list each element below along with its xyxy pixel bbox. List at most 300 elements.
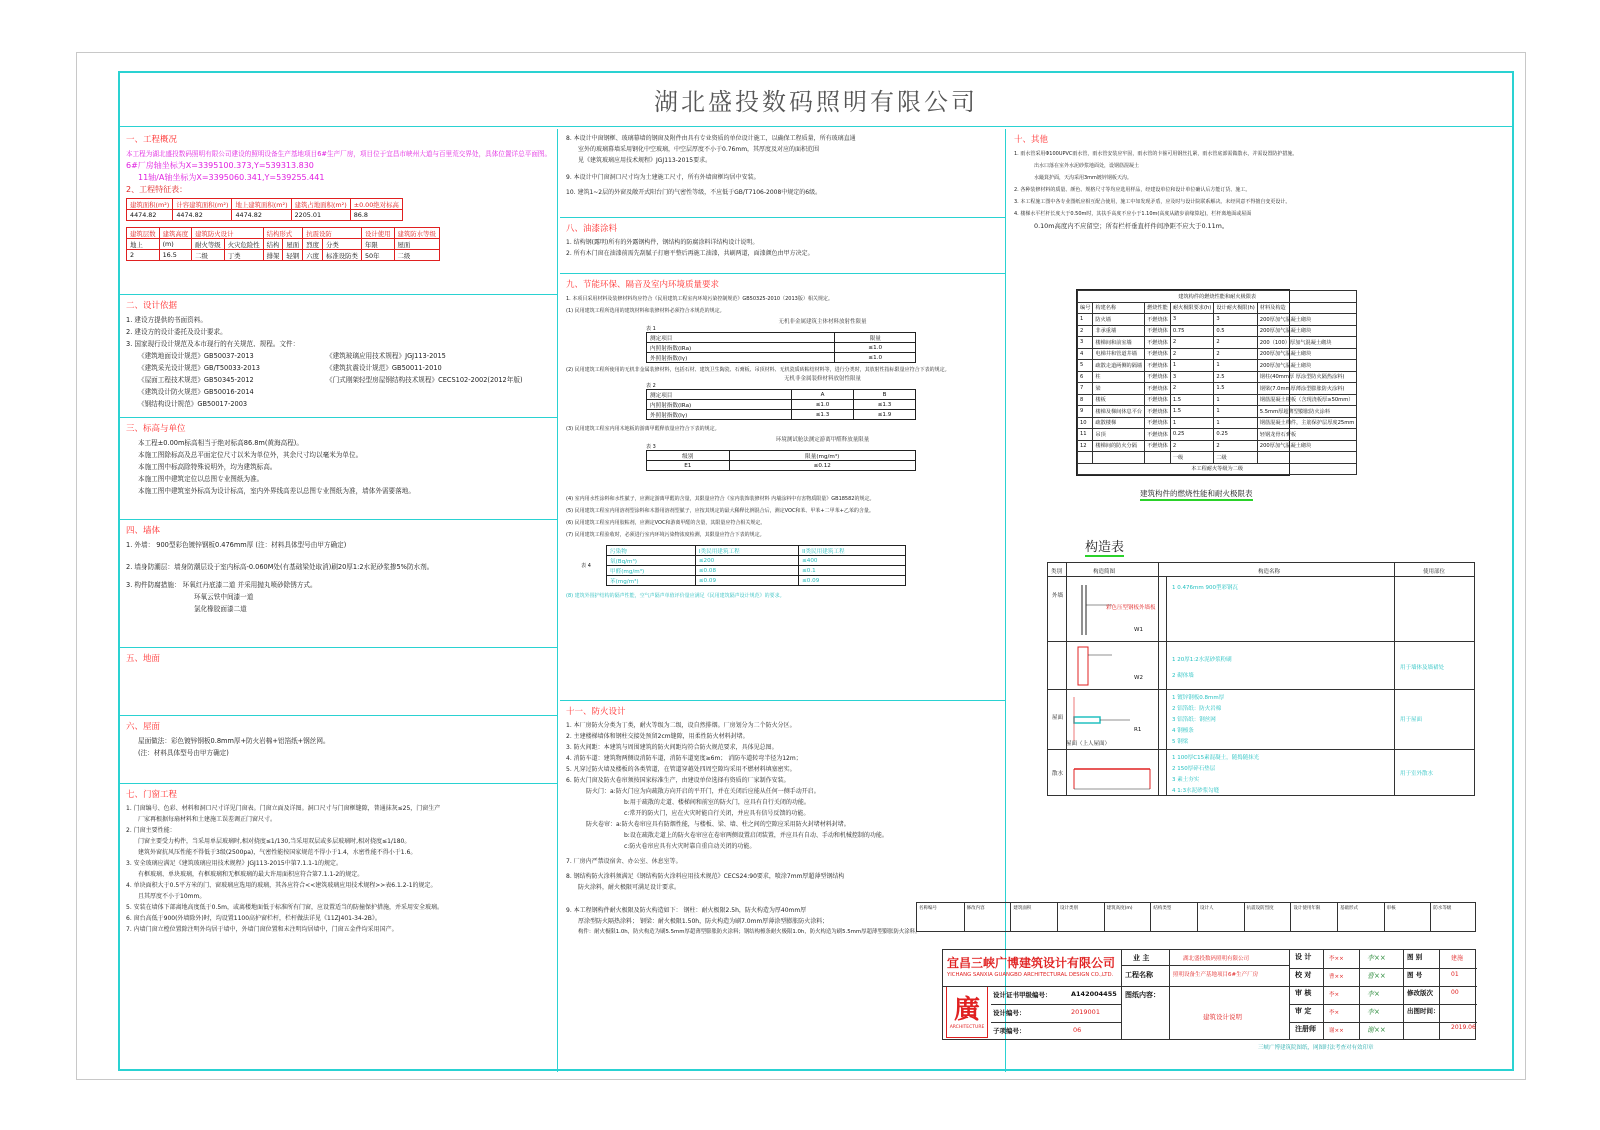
struct-item: 2 150厚碎石垫层 bbox=[1172, 766, 1216, 772]
cert-label: 设计证书甲级编号： bbox=[993, 991, 1052, 999]
roof-line: (注：材料具体型号由甲方确定) bbox=[138, 749, 229, 757]
table-caption: 无机非金属装修材料放射性限量 bbox=[783, 376, 861, 382]
struct-head: 构造简图 bbox=[1093, 569, 1116, 575]
table-cell: 不燃烧体 bbox=[1145, 383, 1171, 395]
table-cell: 200厚加气混凝土砌块 bbox=[1257, 440, 1357, 452]
table-cell: 11 bbox=[1078, 429, 1093, 441]
section-doors-cont bbox=[560, 129, 1005, 217]
door-line: 有框玻璃、单块玻璃，有框玻璃和无框玻璃的最大许用面积应符合第7.1.1-2的规定。 bbox=[138, 871, 364, 878]
fire-table-footer: 本工程耐火等级为二级 bbox=[1078, 463, 1357, 475]
table-cell: 7 bbox=[1078, 383, 1093, 395]
sub-number-label: 子项编号： bbox=[993, 1027, 1026, 1035]
section-title: 九、节能环保、隔音及室内环境质量要求 bbox=[566, 280, 720, 290]
column-1 bbox=[120, 129, 558, 1072]
apron-section-icon bbox=[1070, 753, 1158, 793]
fire-line: 3. 防火间距：本建筑与周围建筑的防火间距均符合防火规范要求，具体见总图。 bbox=[566, 744, 778, 751]
elevation-line: 本工程±0.00m标高相当于绝对标高86.8m(黄海高程)。 bbox=[138, 439, 303, 447]
elevation-line: 本施工图除标高及总平面定位尺寸以米为单位外，其余尺寸均以毫米为单位。 bbox=[138, 451, 363, 459]
struct-item: 1 20厚1:2水泥砂浆粉刷 bbox=[1172, 657, 1232, 663]
signature: 谢×× bbox=[1367, 1026, 1386, 1034]
section-paint bbox=[560, 217, 1005, 273]
cert-number: A142004455 bbox=[1071, 990, 1117, 998]
sub-number: 06 bbox=[1073, 1026, 1082, 1034]
company-name: 宜昌三峡广博建筑设计有限公司 bbox=[947, 956, 1116, 970]
code-item: 《建筑抗震设计规范》GB50011-2010 bbox=[326, 364, 442, 372]
grid-line bbox=[1359, 950, 1360, 1039]
role-person: 曹×× bbox=[1329, 974, 1344, 980]
other-line: 0.10m高度内不应留空；所有栏杆垂直杆件间净距不应大于0.11m。 bbox=[1034, 222, 1229, 230]
coordinate-text: 11轴/A轴坐标为X=3395060.341,Y=539255.441 bbox=[138, 173, 325, 182]
table-row bbox=[1078, 337, 1357, 349]
radiation-table-1: 测定项目 限量 内照射指数(IRa) ≤1.0 外照射指数(Iγ) ≤1.0 bbox=[646, 332, 916, 363]
table-cell: 2 bbox=[1214, 348, 1257, 360]
sheet-field-value: 建施 bbox=[1451, 955, 1464, 962]
grid-line bbox=[991, 1004, 1121, 1005]
fire-line: b:用于疏散的走道、楼梯间和前室的防火门，应具有自行关闭的功能。 bbox=[624, 799, 810, 806]
section-elevation-units bbox=[120, 417, 557, 519]
table-cell: 楼板 bbox=[1093, 394, 1145, 406]
basis-line: 3. 国家现行设计规范及本市现行的有关规范、规程。文件： bbox=[126, 340, 300, 348]
table-cell: 5 bbox=[1078, 360, 1093, 372]
role-label: 审 核 bbox=[1295, 989, 1312, 997]
env-line: (2) 民用建筑工程所使用的无机非金属装修材料，包括石材、建筑卫生陶瓷、石膏板、吊顶材料、无机瓷质砖粘结材料等，进行分类时，其放射性指标限量应符合下表的规定。 bbox=[566, 367, 950, 373]
table-cell: 12 bbox=[1078, 440, 1093, 452]
fire-line: 8. 钢结构防火涂料须满足《钢结构防火涂料应用技术规范》CECS24:90要求，喷涂7mm厚超薄型钢结构 bbox=[566, 873, 845, 880]
door-cont-line: 见《建筑玻璃应用技术规程》JGJ113-2015要求。 bbox=[578, 157, 712, 164]
code-item: 《建筑采光设计规范》GB/T50033-2013 bbox=[138, 364, 260, 372]
struct-item: 5 钢梁 bbox=[1172, 739, 1189, 745]
feature-table-label: 2、工程特征表： bbox=[126, 185, 188, 194]
table-cell: 200厚加气混凝土砌块 bbox=[1257, 348, 1357, 360]
struct-head: 构造名称 bbox=[1258, 569, 1281, 575]
grid-line bbox=[1289, 950, 1290, 1039]
footer-note: 三峡广博建筑院图纸，网图时法考查对有效印章 bbox=[1258, 1045, 1374, 1051]
logo-glyph: 廣 bbox=[953, 994, 980, 1025]
table-cell: 2 bbox=[1170, 440, 1213, 452]
table-cell: 2 bbox=[1214, 440, 1257, 452]
other-line: 1. 雨水管采用Φ100UPVC雨水管，雨水管安装应牢固，雨水管的卡箍可用钢丝扎紧，雨水管底部需做散水，并需设置防护措施。 bbox=[1014, 151, 1298, 157]
struct-item: 3 素土夯实 bbox=[1172, 777, 1200, 783]
elevation-line: 本施工图中建筑室外标高为设计标高，室内外界线高差以总图专业图纸为准，墙体外需要落地。 bbox=[138, 487, 415, 495]
table-cell: 钢筋混凝土楼板（含现浇板厚≥50mm） bbox=[1257, 394, 1357, 406]
env-line: (1) 民用建筑工程所选用的建筑材料和装修材料必须符合本规范的规定。 bbox=[566, 308, 725, 314]
table-cell: 不燃烧体 bbox=[1145, 371, 1171, 383]
table-cell: 1.5 bbox=[1214, 383, 1257, 395]
table-cell: 9 bbox=[1078, 406, 1093, 418]
table-label: 表 4 bbox=[581, 563, 591, 569]
door-cont-line: 室外的玻璃幕墙采用钢化中空玻璃，中空层厚度不小于0.76mm，其厚度及对应的面积范围 bbox=[578, 146, 820, 153]
grid-line bbox=[1289, 968, 1477, 969]
door-cont-line: 8. 本设计中窗钢框、玻璃幕墙的钢窗及附件由具有专业资质的单位设计施工，以确保工程质量，所有玻璃直通 bbox=[566, 135, 856, 142]
fire-line: 防火门：a:防火门应为向疏散方向开启的平开门，并在关闭后应能从任何一侧手动开启。 bbox=[586, 788, 820, 795]
table-cell: 1 bbox=[1170, 360, 1213, 372]
codes-left bbox=[126, 350, 326, 410]
grid-line bbox=[943, 986, 1121, 987]
row-label: 散水 bbox=[1052, 771, 1064, 777]
table-cell: 2.5 bbox=[1214, 371, 1257, 383]
design-number: 2019001 bbox=[1071, 1008, 1100, 1016]
grid-line bbox=[1066, 563, 1067, 795]
door-line: 1. 门窗编号、色彩、材料和洞口尺寸详见门窗表。门窗立面及详图。洞口尺寸与门窗框缝隙，普通抹灰≤25，门窗生产 bbox=[126, 805, 441, 812]
table-cell: 200厚加气混凝土砌块 bbox=[1257, 360, 1357, 372]
section-title: 一、工程概况 bbox=[126, 135, 178, 145]
basis-line: 2. 建设方的设计委托及设计要求。 bbox=[126, 328, 227, 336]
sheet-field-label: 出图时间： bbox=[1407, 1007, 1440, 1015]
grid-line bbox=[1121, 986, 1289, 987]
table-cell: 3 bbox=[1214, 314, 1257, 326]
table-cell: 钢筋混凝土构件，主筋保护层厚度25mm bbox=[1257, 417, 1357, 429]
fire-line: 1. 本厂房防火分类为丁类，耐火等级为二级，设自然排烟。厂房划分为二个防火分区。 bbox=[566, 722, 796, 729]
table-cell: 楼梯及梯间休息平台 bbox=[1093, 406, 1145, 418]
table-cell: 200厚加气混凝土砌块 bbox=[1257, 314, 1357, 326]
struct-item: 1 0.476mm 900型彩钢瓦 bbox=[1172, 585, 1238, 591]
code-item: 《钢结构设计规范》GB50017-2003 bbox=[138, 400, 248, 408]
strip-cell: 名称编号 bbox=[919, 906, 937, 911]
table-row bbox=[1078, 429, 1357, 441]
strip-cell: 设计类别 bbox=[1057, 903, 1104, 931]
strip-cell: 建筑面积 bbox=[1010, 903, 1057, 931]
signature: 李× bbox=[1367, 990, 1380, 998]
table-row bbox=[1078, 371, 1357, 383]
section-title: 二、设计依据 bbox=[126, 301, 178, 311]
grid-line bbox=[1121, 950, 1122, 1039]
table-cell: 疏散楼梯 bbox=[1093, 417, 1145, 429]
elevation-line: 本施工图中建筑定位以总图专业图纸为准。 bbox=[138, 475, 264, 483]
wall-line: 氯化橡胶面漆二道 bbox=[194, 605, 247, 613]
table-cell: 1 bbox=[1214, 406, 1257, 418]
role-label: 设 计 bbox=[1295, 953, 1312, 961]
table-row bbox=[1078, 314, 1357, 326]
section-environment bbox=[560, 273, 1005, 700]
wall-line: 环氧云铁中间漆一道 bbox=[194, 593, 254, 601]
struct-note: 彩色压型钢板外墙板 bbox=[1106, 605, 1156, 611]
table-cell: 楼梯间的防火分隔 bbox=[1093, 440, 1145, 452]
struct-item: 3 铝箔纸：钢丝网 bbox=[1172, 717, 1216, 723]
fire-line: 7. 厂房内严禁设宿舍、办公室、休息室等。 bbox=[566, 858, 682, 865]
table-cell: 不燃烧体 bbox=[1145, 337, 1171, 349]
fire-line: 厚涂型防火隔热涂料； 钢梁：耐火极限1.50h，防火构造为刷7.0mm厚薄涂型膨胀防火涂料； bbox=[578, 918, 829, 925]
section-doors-windows bbox=[120, 783, 557, 1072]
table-cell: 1 bbox=[1214, 417, 1257, 429]
fire-line: 6. 防火门窗及防火卷帘须按国家标准生产，由建设单位选择有资质的厂家制作安装。 bbox=[566, 777, 790, 784]
table-cell: 防火墙 bbox=[1093, 314, 1145, 326]
grid-line bbox=[1289, 1004, 1477, 1005]
project-name: 照明设备生产基地项目6#生产厂房 bbox=[1173, 972, 1259, 978]
other-line: 3. 本工程施工图中各专业图纸应相互配合使用，施工中如发现矛盾，应及时与设计院联系解决。未经同意不得擅自变更设计。 bbox=[1014, 199, 1291, 205]
table-cell: 10 bbox=[1078, 417, 1093, 429]
table-label: 表 1 bbox=[646, 326, 656, 332]
fire-table-caption: 建筑构件的燃烧性能和耐火极限表 bbox=[1140, 488, 1253, 501]
table-cell: 2 bbox=[1170, 337, 1213, 349]
paint-line: 1. 结构钢(露明)所有的外露钢构件，钢结构的防腐涂料详结构设计说明。 bbox=[566, 239, 759, 246]
wall-line: 3. 构件防腐措施： 环氧红丹底漆二道 并采用抛丸喷砂除锈方式。 bbox=[126, 581, 317, 589]
env-line: (3) 民用建筑工程室内用木地板的游离甲醛释放量应符合下表的规定。 bbox=[566, 426, 720, 432]
struct-sub: 屋面（上人屋面） bbox=[1066, 741, 1111, 747]
struct-tag: W1 bbox=[1134, 627, 1143, 633]
table-label: 表 2 bbox=[646, 383, 656, 389]
page-title: 湖北盛投数码照明有限公司 bbox=[654, 88, 978, 116]
role-person: 李× bbox=[1329, 992, 1340, 998]
code-item: 《建筑设计防火规范》GB50016-2014 bbox=[138, 388, 254, 396]
table-cell: 不燃烧体 bbox=[1145, 440, 1171, 452]
table-cell: 不燃烧体 bbox=[1145, 394, 1171, 406]
row-label: 屋面 bbox=[1052, 715, 1064, 721]
table-cell: 吊顶 bbox=[1093, 429, 1145, 441]
owner-name: 湖北盛投数码照明有限公司 bbox=[1183, 956, 1250, 962]
table-cell: 不燃烧体 bbox=[1145, 360, 1171, 372]
table-cell: 3 bbox=[1170, 371, 1213, 383]
table-row bbox=[1078, 440, 1357, 452]
fire-line: 4. 消防车道：建筑物两侧设消防车道，消防车道宽度≥6m； 消防车道转弯半径为12m； bbox=[566, 755, 802, 762]
owner-label: 业 主 bbox=[1133, 954, 1150, 962]
table-cell: 1 bbox=[1214, 394, 1257, 406]
fire-line: b:设在疏散走道上的防火卷帘应在卷帘两侧设置启闭装置，并应具有自动、手动和机械控制的功能。 bbox=[624, 832, 888, 839]
grid-line bbox=[1394, 563, 1395, 795]
table-cell: 1 bbox=[1170, 417, 1213, 429]
design-number-label: 设计编号： bbox=[993, 1009, 1026, 1017]
role-person: 李×× bbox=[1329, 956, 1344, 962]
door-line: 6. 窗台高低于900(外墙除外)时，均设置1100高护窗栏杆，栏杆做法详见《11ZJ401-34-2B》。 bbox=[126, 915, 381, 922]
table-cell: 200（100）厚加气混凝土砌块 bbox=[1257, 337, 1357, 349]
door-line: 建筑外窗抗风压性能不得低于3级(2500pa)，气密性能按国家规范不得小于1.4，水密性能不得小于1.6。 bbox=[138, 849, 417, 856]
table-row bbox=[1078, 348, 1357, 360]
env-note: (4) 室内用水性涂料和水性腻子，应测定游离甲醛的含量，其限量应符合《室内装饰装修材料 内墙涂料中有害物质限量》GB18582的规定。 bbox=[566, 496, 875, 502]
section-title: 八、油漆涂料 bbox=[566, 224, 618, 234]
sheet-field-label: 图 号 bbox=[1407, 971, 1423, 979]
table-cell: 梁 bbox=[1093, 383, 1145, 395]
feature-table-1: 建筑面积(m²) 计容建筑面积(m²) 地上建筑面积(m²) 建筑占地面积(m²) ±0.00绝对标高 4474.82 4474.82 4474.82 2205.01 86.8 bbox=[126, 198, 403, 221]
table-row bbox=[1078, 325, 1357, 337]
sheet-field-label: 修改版次 bbox=[1407, 989, 1433, 997]
other-line: 水簸箕护面，天沟采用3mm镀锌钢板天沟。 bbox=[1034, 175, 1132, 181]
grid-line bbox=[1048, 749, 1474, 750]
table-cell: 3 bbox=[1170, 314, 1213, 326]
struct-head: 使用部位 bbox=[1423, 569, 1446, 575]
table-cell: 非承重墙 bbox=[1093, 325, 1145, 337]
fire-line: 5. 凡穿过防火墙及楼板的各类管道，在管道穿越处四周空隙均采用不燃材料填塞密实。 bbox=[566, 766, 796, 773]
code-item: 《建筑地面设计规范》GB50037-2013 bbox=[138, 352, 254, 360]
title-bar bbox=[120, 73, 1512, 127]
sheet-field-value: 01 bbox=[1451, 971, 1459, 978]
grid-line bbox=[1158, 563, 1159, 795]
door-line: 厂家再根据每扇材料和土建施工误差调正门窗尺寸。 bbox=[138, 816, 277, 823]
table-cell: 不燃烧体 bbox=[1145, 314, 1171, 326]
table-cell: 疏散走道两侧的隔墙 bbox=[1093, 360, 1145, 372]
struct-item: 4 钢檩条 bbox=[1172, 728, 1194, 734]
grid-line bbox=[1121, 965, 1289, 966]
basis-line: 1. 建设方提供的书面资料。 bbox=[126, 316, 207, 324]
fire-line: c:防火卷帘应具有火灾时靠自重自动关闭的功能。 bbox=[624, 843, 756, 850]
struct-use: 用于墙体及墙裙处 bbox=[1400, 665, 1445, 671]
title-block-strip bbox=[916, 902, 1476, 932]
table-cell: 5.5mm厚超薄型膨胀防火涂料 bbox=[1257, 406, 1357, 418]
table-cell: 0.75 bbox=[1170, 325, 1213, 337]
table-cell: 1.5 bbox=[1170, 394, 1213, 406]
table-cell: 不燃烧体 bbox=[1145, 417, 1171, 429]
roof-line: 屋面做法：彩色镀锌钢板0.8mm厚+防火岩棉+铝箔纸+钢丝网。 bbox=[138, 737, 330, 745]
coordinate-text: 6#厂房轴坐标为X=3395100.373,Y=539313.830 bbox=[126, 161, 314, 170]
other-line: 出水口落在室外水泥砂浆地面处，设钢筋混凝土 bbox=[1034, 163, 1140, 169]
formaldehyde-table: 级别 限量(mg/m³) E1 ≤0.12 bbox=[646, 450, 916, 471]
table-cell: 3 bbox=[1078, 337, 1093, 349]
other-line: 2. 各种装修材料的质量、颜色、规格尺寸等均应选用样品，经建设单位和设计单位确认后方能订货、施工。 bbox=[1014, 187, 1251, 193]
elevation-line: 本施工图中标高除特殊说明外，均为建筑标高。 bbox=[138, 463, 277, 471]
env-line: 1. 本项目采用材料及装修材料均应符合《民用建筑工程室内环境污染控制规范》GB50325-2010（2013版）相关规定。 bbox=[566, 296, 833, 302]
table-cell: 2 bbox=[1170, 383, 1213, 395]
section-title: 四、墙体 bbox=[126, 526, 161, 536]
role-label: 校 对 bbox=[1295, 971, 1312, 979]
env-note: (5) 民用建筑工程室内用溶剂型涂料和木器用溶剂型腻子，应按其规定的最大稀释比例混合后，测定VOC和苯、甲苯+二甲苯+乙苯的含量。 bbox=[566, 508, 874, 514]
fire-resistance-table: 建筑构件的燃烧性能和耐火极限表 编号 构建名称 燃烧性能 耐火极限要求(h) 设计耐火极限(h) 材料及构造 1 防火墙 不燃烧体 3 3 200厚加气混凝土砌块 2 非承重墙 不燃烧体 0.75 0.5 200厚加气混凝土砌块 3 楼梯间和前室墙 不燃烧体 2 2 200（100）厚加气混凝土砌块 4 电梯井和管道井墙 不燃烧体 2 2 200厚加气混凝土砌块 5 疏散走道两侧的隔墙 不燃烧体 1 1 200厚加气混凝土砌块 6 柱 不燃烧体 3 2.5 钢柱(40mm厚 厚涂型防火隔热涂料) 7 梁 不燃烧体 2 1.5 钢梁(7.0mm厚薄涂型膨胀防火涂料) 8 楼板 不燃烧体 1.5 1 钢筋混凝土楼板（含现浇板厚≥50mm） 9 楼梯及梯间休息平台 不燃烧体 1.5 1 5.5mm厚超薄型膨胀防火涂料 10 疏散楼梯 不燃烧体 1 1 钢筋混凝土构件，主筋保护层厚度25mm 11 吊顶 不燃烧体 0.25 0.25 轻钢龙骨石膏板 12 楼梯间的防火分隔 不燃烧体 2 2 200厚加气混凝土砌块 一级 二级 本工程耐火等级为二级 bbox=[1076, 289, 1290, 476]
paint-line: 2. 所有木门窗在油漆前需先刮腻子打磨平整后再施工油漆，共刷两道，面漆颜色由甲方决定。 bbox=[566, 250, 814, 257]
sheet-field-label: 图 别 bbox=[1407, 953, 1423, 961]
title-block-main bbox=[942, 949, 1476, 1040]
role-person: 谢×× bbox=[1329, 1028, 1344, 1034]
section-title: 十一、防火设计 bbox=[566, 707, 626, 717]
table-caption: 无机非金属建筑主体材料放射性限量 bbox=[778, 319, 867, 325]
role-label: 注册师 bbox=[1295, 1025, 1316, 1033]
grid-line bbox=[1048, 689, 1474, 690]
signature: 李× bbox=[1367, 1008, 1380, 1016]
table-cell: 钢柱(40mm厚 厚涂型防火隔热涂料) bbox=[1257, 371, 1357, 383]
roof-section-icon bbox=[1070, 693, 1158, 745]
code-item: 《建筑玻璃应用技术规程》JGJ113-2015 bbox=[326, 352, 446, 360]
wall-line: 2. 墙身防潮层：墙身防潮层设于室内标高-0.060M处(有基础梁处取消)刷20厚1:2水泥砂浆掺5%防水剂。 bbox=[126, 563, 434, 571]
struct-tag: R1 bbox=[1134, 727, 1142, 733]
strip-cell: 基础形式 bbox=[1337, 903, 1384, 931]
table-cell: 不燃烧体 bbox=[1145, 429, 1171, 441]
section-floor bbox=[120, 647, 557, 715]
struct-item: 2 铝箔纸：防火岩棉 bbox=[1172, 706, 1222, 712]
table-cell: 不燃烧体 bbox=[1145, 348, 1171, 360]
table-cell: 8 bbox=[1078, 394, 1093, 406]
content-label: 图纸内容： bbox=[1125, 991, 1160, 999]
strip-cell: 抗震设防烈度 bbox=[1244, 903, 1291, 931]
section-title: 五、地面 bbox=[126, 654, 161, 664]
section-title: 十、其他 bbox=[1014, 135, 1049, 145]
table-cell: 1 bbox=[1214, 360, 1257, 372]
table-cell: 1 bbox=[1078, 314, 1093, 326]
fire-line: 构件：耐火极限1.0h，防火构造为刷5.5mm厚超薄型膨胀防火涂料；钢结构檩条耐火极限1.0h，防火构造为刷5.5mm厚超薄型膨胀防火涂料。 bbox=[578, 929, 921, 935]
wall-line: 1. 外墙： 900型彩色镀锌钢板0.476mm厚 (注：材料具体型号由甲方确定) bbox=[126, 541, 347, 549]
table-cell: 0.25 bbox=[1214, 429, 1257, 441]
code-item: 《门式刚架轻型房屋钢结构技术规程》CECS102-2002(2012年版) bbox=[326, 376, 523, 384]
table-cell: 200厚加气混凝土砌块 bbox=[1257, 325, 1357, 337]
table-row bbox=[1078, 394, 1357, 406]
grid-line bbox=[1048, 641, 1474, 642]
section-title: 三、标高与单位 bbox=[126, 424, 186, 434]
struct-use: 用于屋面 bbox=[1400, 717, 1423, 723]
fire-line: 防火卷帘：a:防火卷帘应具有防烟性能，与楼板、梁、墙、柱之间的空隙应采用防火封堵材料封堵。 bbox=[586, 821, 850, 828]
table-row bbox=[1078, 360, 1357, 372]
door-line: 2. 门窗主要性能： bbox=[126, 827, 176, 834]
door-line: 且其厚度不小于10mm。 bbox=[138, 893, 206, 900]
grid-line bbox=[1169, 950, 1170, 1039]
fire-line: c:常开的防火门，应在火灾时能自行关闭，并应具有信号反馈的功能。 bbox=[624, 810, 810, 817]
table-cell: 0.25 bbox=[1170, 429, 1213, 441]
table-cell: 2 bbox=[1170, 348, 1213, 360]
door-line: 7. 内墙门窗立樘位置除注明外均居于墙中，外墙门窗位置和未注明均居墙中，门窗五金件均采用国产。 bbox=[126, 926, 398, 933]
fire-line: 防火涂料，耐火极限可满足设计要求。 bbox=[578, 884, 681, 891]
sheet-field-value: 00 bbox=[1451, 989, 1459, 996]
company-logo bbox=[946, 986, 988, 1038]
struct-head: 类别 bbox=[1051, 569, 1063, 575]
table-cell: 柱 bbox=[1093, 371, 1145, 383]
role-label: 审 定 bbox=[1295, 1007, 1312, 1015]
row-label: 外墙 bbox=[1052, 593, 1064, 599]
structure-table-title: 构造表 bbox=[1085, 536, 1124, 557]
section-walls bbox=[120, 519, 557, 647]
door-line: 3. 安全玻璃应满足《建筑玻璃应用技术规程》JGJ113-2015中第7.1.1-1的规定。 bbox=[126, 860, 342, 867]
section-design-basis bbox=[120, 294, 557, 417]
project-label: 工程名称 bbox=[1125, 971, 1153, 979]
strip-cell: 防水等级 bbox=[1430, 903, 1477, 931]
overview-text: 本工程为湖北盛投数码照明有限公司建设的照明设备生产基地项目6#生产厂房，项目位于宜昌市峡州大道与百里荒交界处，具体位置详总平面图。 bbox=[126, 150, 552, 158]
table-cell: 2 bbox=[1078, 325, 1093, 337]
env-note: (6) 民用建筑工程室内用胶粘剂，应测定VOC和游离甲醛的含量，其限量应符合相关规定。 bbox=[566, 520, 766, 526]
section-project-overview bbox=[120, 129, 557, 294]
feature-table-2: 建筑层数 建筑高度 建筑防火设计 结构形式 抗震设防 设计使用 建筑防水等级 地上 (m) 耐火等级 火灾危险性 结构 屋面 烈度 分类 年限 屋面 2 16.5 二级 丁类 排架 轻钢 六度 标准设防类 50年 二级 bbox=[126, 227, 440, 261]
table-cell: 不燃烧体 bbox=[1145, 325, 1171, 337]
grid-line bbox=[1439, 950, 1440, 1039]
door-cont-line: 9. 本设计中门窗洞口尺寸均为土建施工尺寸，所有外墙窗框均居中安装。 bbox=[566, 174, 760, 181]
other-line: 4. 楼梯水平栏杆长度大于0.50m时，其扶手高度不应小于1.10m(高度从踏步前缘算起)，栏杆离地面或屋面 bbox=[1014, 211, 1252, 217]
table-row bbox=[1078, 406, 1357, 418]
grid-line bbox=[1289, 1022, 1477, 1023]
door-line: 5. 安装在墙体下部离地高度低于0.5m，或离楼地面低于标准所有门窗，应设置适当的防撞保护措施，并采用安全玻璃。 bbox=[126, 904, 444, 911]
strip-cell: 建筑高度(m) bbox=[1104, 903, 1151, 931]
radiation-table-2: 测定项目 A B 内照射指数(IRa) ≤1.0 ≤1.3 外照射指数(Iγ) ≤1.3 ≤1.9 bbox=[646, 389, 916, 420]
pollution-table: 污染物 I类民用建筑工程 II类民用建筑工程 氡(Bq/m³) ≤200 ≤400 甲醛(mg/m³) ≤0.08 ≤0.1 苯(mg/m³) ≤0.09 ≤0.09 bbox=[606, 545, 906, 586]
section-roof bbox=[120, 715, 557, 783]
grid-line bbox=[1323, 950, 1324, 1039]
fire-table-header: 建筑构件的燃烧性能和耐火极限表 bbox=[1078, 291, 1357, 303]
logo-text: ARCHITECTURE bbox=[949, 1024, 985, 1030]
door-line: 4. 单块面积大于0.5平方米的门、窗玻璃应选用的玻璃，其各应符合<<建筑玻璃应用技术规程>>表6.1.2-1的规定。 bbox=[126, 882, 437, 889]
fire-line: 2. 主建楼梯墙体和钢柱交接处预留2cm缝隙，用柔性防火材料封堵。 bbox=[566, 733, 749, 740]
struct-item: 4 1:3水泥砂浆勾缝 bbox=[1172, 788, 1220, 794]
struct-item: 1 镀锌钢板0.8mm厚 bbox=[1172, 695, 1225, 701]
drawing-content: 建筑设计说明 bbox=[1203, 1013, 1242, 1021]
struct-use: 用于室外散水 bbox=[1400, 771, 1434, 777]
table-cell: 楼梯间和前室墙 bbox=[1093, 337, 1145, 349]
table-caption: 环境测试舱法测定游离甲醛释放量限量 bbox=[775, 437, 870, 443]
structure-table bbox=[1047, 562, 1475, 796]
struct-item: 1 100厚C15素混凝土，随捣随抹光 bbox=[1172, 755, 1260, 761]
codes-right bbox=[326, 350, 546, 410]
grid-line bbox=[1289, 986, 1477, 987]
table-cell: 2 bbox=[1214, 337, 1257, 349]
table-cell: 钢梁(7.0mm厚薄涂型膨胀防火涂料) bbox=[1257, 383, 1357, 395]
struct-tag: W2 bbox=[1134, 675, 1143, 681]
table-row bbox=[1078, 417, 1357, 429]
table-cell: 1.5 bbox=[1170, 406, 1213, 418]
strip-cell: 结构类型 bbox=[1150, 903, 1197, 931]
section-title: 七、门窗工程 bbox=[126, 790, 178, 800]
company-name-en: YICHANG SANXIA GUANGBO ARCHITECTURAL DESIGN CO.,LTD. bbox=[947, 972, 1114, 978]
title-block bbox=[916, 902, 1476, 1040]
table-cell: 电梯井和管道井墙 bbox=[1093, 348, 1145, 360]
grid-line bbox=[991, 1022, 1121, 1023]
table-label: 表 3 bbox=[646, 444, 656, 450]
table-cell: 4 bbox=[1078, 348, 1093, 360]
fire-line: 9. 本工程钢构件耐火极限及防火构造如下： 钢柱：耐火极限2.5h，防火构造为厚40mm厚 bbox=[566, 907, 807, 914]
strip-cell: 修改内容 bbox=[964, 903, 1011, 931]
signature: 李×× bbox=[1367, 954, 1386, 962]
strip-cell: 设计人 bbox=[1197, 903, 1244, 931]
table-row bbox=[1078, 383, 1357, 395]
strip-cell: 审核 bbox=[1384, 903, 1431, 931]
